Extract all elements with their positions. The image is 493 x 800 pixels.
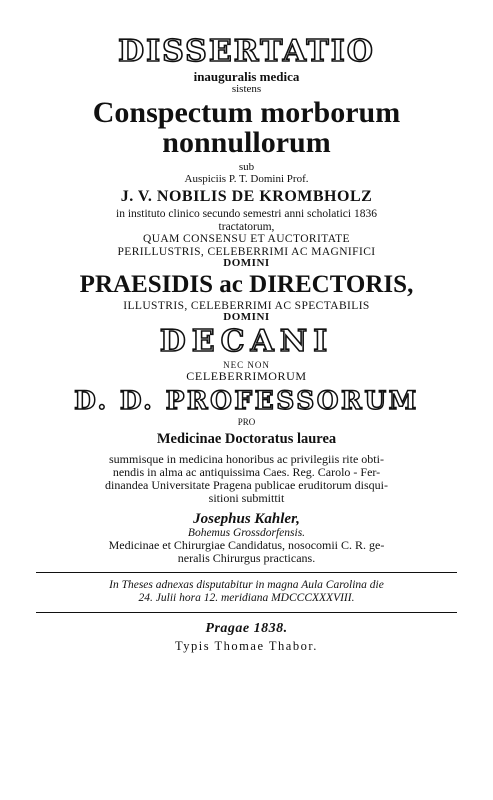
author-name: Josephus Kahler, xyxy=(193,510,300,527)
author-credentials xyxy=(34,539,459,565)
place-year: Pragae 1838. xyxy=(205,620,288,636)
paragraph-line: sitioni submittit xyxy=(208,490,285,505)
dedication-paragraph xyxy=(34,453,459,505)
paragraph-line: nendis in alma ac antiquissima Caes. Reg. Carolo - Fer- xyxy=(112,464,381,479)
main-title-line2: nonnullorum xyxy=(162,126,331,160)
medicinae-heading: Medicinae Doctoratus laurea xyxy=(156,431,337,448)
domini-text-2: DOMINI xyxy=(223,311,270,324)
theses-line: In Theses adnexas disputabitur in magna Aula Carolina die xyxy=(109,579,384,592)
domini-text-1: DOMINI xyxy=(223,256,270,269)
credentials-line: Medicinae et Chirurgiae Candidatus, nosocomii C. R. ge- xyxy=(108,538,385,553)
professorum-heading: D. D. PROFESSORUM xyxy=(74,386,419,416)
praesidis-heading: PRAESIDIS ac DIRECTORIS, xyxy=(79,270,414,298)
divider-bottom xyxy=(36,612,457,613)
tractatorum-text: tractatorum, xyxy=(218,220,275,233)
divider-top xyxy=(36,572,457,573)
paragraph-line: summisque in medicina honoribus ac privilegiis rite obti- xyxy=(109,451,384,466)
printer-line: Typis Thomae Thabor. xyxy=(175,639,318,654)
theses-notice xyxy=(34,579,459,604)
illustris-text: ILLUSTRIS, CELEBERRIMI AC SPECTABILIS xyxy=(123,300,370,313)
theses-line: 24. Julii hora 12. meridiana MDCCCXXXVIII. xyxy=(138,591,355,604)
professor-name: J. V. NOBILIS DE KROMBHOLZ xyxy=(120,188,373,206)
sistens-text: sistens xyxy=(231,83,262,96)
author-origin: Bohemus Grossdorfensis. xyxy=(187,526,306,539)
main-title-line1: Conspectum morborum xyxy=(92,96,401,130)
instituto-text: in instituto clinico secundo semestri anni scholatici 1836 xyxy=(116,208,377,221)
perillustris-text: PERILLUSTRIS, CELEBERRIMI AC MAGNIFICI xyxy=(117,245,376,258)
decani-heading: DECANI xyxy=(159,324,334,360)
auspiciis-text: Auspiciis P. T. Domini Prof. xyxy=(184,173,309,186)
nec-non-text: NEC NON xyxy=(223,359,270,370)
inauguralis-subtitle: inauguralis medica xyxy=(193,69,300,85)
quam-text: QUAM CONSENSU ET AUCTORITATE xyxy=(143,233,350,246)
celeberrimorum-text: CELEBERRIMORUM xyxy=(186,369,307,384)
credentials-line: neralis Chirurgus practicans. xyxy=(177,551,316,566)
pro-text: PRO xyxy=(237,417,256,428)
paragraph-line: dinandea Universitate Pragena publicae eruditorum disqui- xyxy=(105,477,388,492)
sub-text: sub xyxy=(238,161,255,174)
dissertatio-heading: DISSERTATIO xyxy=(118,34,375,69)
